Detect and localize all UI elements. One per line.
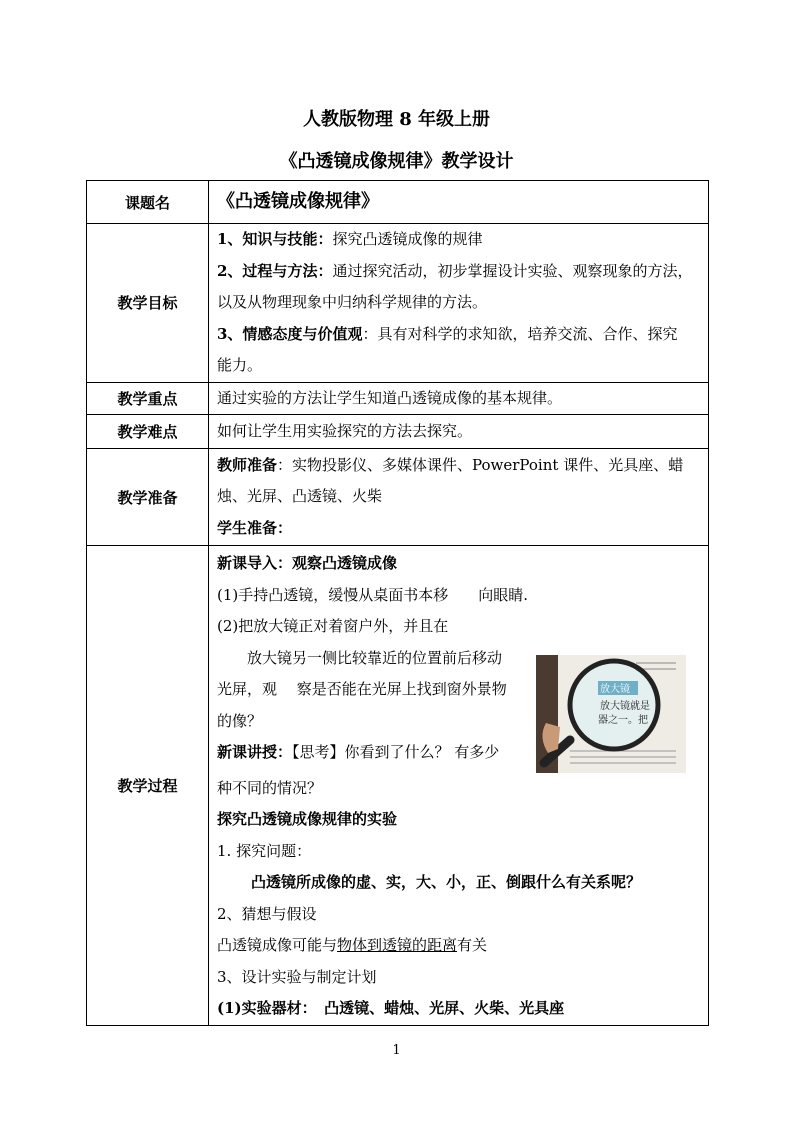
goal-2-head: 2、过程与方法： bbox=[217, 261, 333, 280]
row-topic bbox=[87, 181, 709, 224]
lecture-text: 【思考】你看到了什么？ 有多少 bbox=[292, 743, 500, 761]
prep-teacher-text: ：实物投影仪、多媒体课件、PowerPoint 课件、光具座、蜡 bbox=[277, 455, 684, 474]
lecture-cont: 种不同的情况？ bbox=[217, 778, 323, 797]
goal-3-cont: 能力。 bbox=[217, 356, 263, 374]
goal-2-text: 通过探究活动，初步掌握设计实验、观察现象的方法， bbox=[332, 261, 693, 280]
goal-1-text: 探究凸透镜成像的规律 bbox=[332, 230, 483, 248]
step-2c: 光屏，观 察是否能在光屏上找到窗外景物 bbox=[217, 680, 507, 698]
lesson-plan-table bbox=[86, 180, 709, 1026]
magnifier-icon bbox=[536, 655, 686, 773]
label-goals: 教学目标 bbox=[87, 224, 209, 383]
equipment: (1)实验器材： 凸透镜、蜡烛、光屏、火柴、光具座 bbox=[217, 999, 565, 1017]
label-topic: 课题名 bbox=[87, 181, 209, 224]
row-process bbox=[87, 546, 709, 1026]
document-title: 人教版物理 8 年级上册 bbox=[302, 109, 491, 130]
hypothesis-b: 有关 bbox=[457, 936, 488, 954]
lecture bbox=[217, 737, 530, 769]
prep-teacher bbox=[217, 450, 702, 482]
process-content bbox=[209, 546, 709, 1026]
key-text: 通过实验的方法让学生知道凸透镜成像的基本规律。 bbox=[217, 388, 563, 407]
magnifier-text-1: 放大镜就是 bbox=[600, 700, 650, 712]
step-2d: 的像？ bbox=[217, 711, 263, 730]
step-2: (2)把放大镜正对着窗户外，并且在 bbox=[217, 617, 449, 635]
magnifier-photo bbox=[536, 655, 686, 773]
step-2b: 放大镜另一侧比较靠近的位置前后移动 bbox=[247, 648, 503, 667]
hypothesis-underlined: 物体到透镜的距离 bbox=[337, 936, 458, 954]
document-subtitle: 《凸透镜成像规律》教学设计 bbox=[279, 151, 514, 172]
row-goals bbox=[87, 224, 709, 383]
label-process: 教学过程 bbox=[87, 546, 209, 1026]
label-prep: 教学准备 bbox=[87, 449, 209, 546]
experiment-head: 探究凸透镜成像规律的实验 bbox=[217, 810, 398, 828]
prep-student: 学生准备： bbox=[217, 518, 293, 537]
label-key: 教学重点 bbox=[87, 382, 209, 415]
topic-value bbox=[209, 181, 709, 224]
lecture-head: 新课讲授： bbox=[217, 743, 293, 761]
row-difficulty bbox=[87, 415, 709, 449]
goal-3-text: ：具有对科学的求知欲，培养交流、合作、探究 bbox=[362, 324, 678, 343]
goal-1 bbox=[217, 224, 702, 256]
goal-1-head: 1、知识与技能： bbox=[217, 230, 333, 248]
magnifier-caption: 放大镜 bbox=[600, 683, 630, 695]
row-key bbox=[87, 382, 709, 415]
prep-teacher-head: 教师准备 bbox=[217, 455, 278, 474]
prep-content bbox=[209, 449, 709, 546]
intro-head: 新课导入：观察凸透镜成像 bbox=[217, 554, 398, 572]
topic-text: 《凸透镜成像规律》 bbox=[217, 191, 379, 212]
question-num: 1. 探究问题： bbox=[217, 841, 312, 860]
hypothesis-text bbox=[217, 930, 702, 962]
prep-teacher-cont: 烛、光屏、凸透镜、火柴 bbox=[217, 487, 383, 506]
hypothesis-a: 凸透镜成像可能与 bbox=[217, 936, 338, 954]
step-1: (1)手持凸透镜，缓慢从桌面书本移 向眼睛. bbox=[217, 585, 529, 604]
difficulty-value bbox=[209, 415, 709, 449]
goal-2-cont: 以及从物理现象中归纳科学规律的方法。 bbox=[217, 293, 488, 311]
difficulty-text: 如何让学生用实验探究的方法去探究。 bbox=[217, 421, 473, 440]
label-difficulty: 教学难点 bbox=[87, 415, 209, 449]
goal-3-head: 3、情感态度与价值观 bbox=[217, 324, 363, 343]
hypothesis-num: 2、猜想与假设 bbox=[217, 904, 317, 923]
design-num: 3、设计实验与制定计划 bbox=[217, 967, 377, 986]
key-value bbox=[209, 382, 709, 415]
question-text: 凸透镜所成像的虚、实，大、小，正、倒跟什么有关系呢？ bbox=[251, 873, 642, 891]
goals-content bbox=[209, 224, 709, 383]
goal-2 bbox=[217, 256, 702, 288]
goal-3 bbox=[217, 319, 702, 351]
magnifier-text-2: 器之一。把 bbox=[598, 714, 648, 726]
page-number: 1 bbox=[392, 1043, 401, 1058]
row-prep bbox=[87, 449, 709, 546]
